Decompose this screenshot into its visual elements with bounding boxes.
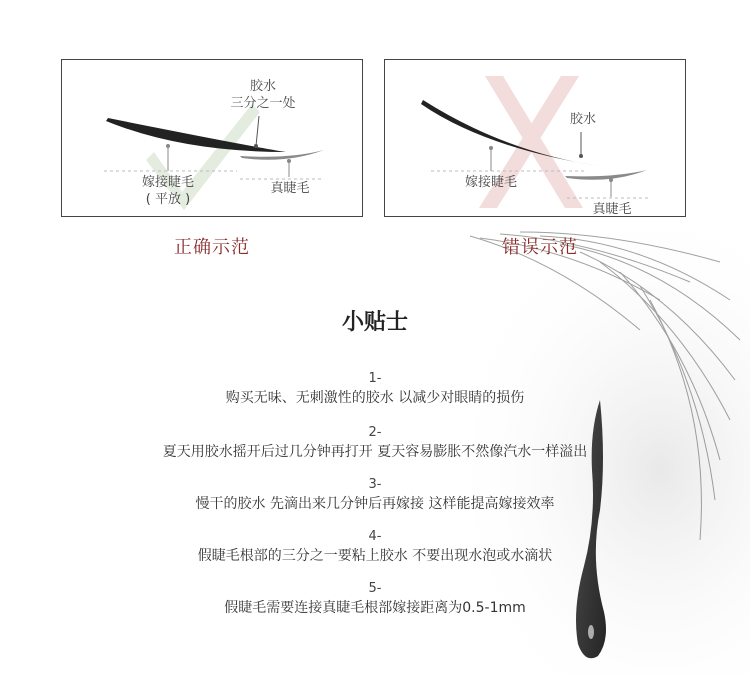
graft-lash [106, 118, 286, 152]
tip-item [0, 528, 750, 566]
glue-label: 胶水 [569, 112, 596, 127]
real-lash-label: 真睫毛 [592, 202, 632, 217]
tip-text: 购买无味、无刺激性的胶水 以减少对眼睛的损伤 [225, 390, 525, 406]
graft-lash-label: 嫁接睫毛 [464, 175, 517, 190]
tip-item [0, 580, 750, 618]
correct-example-panel [61, 59, 363, 217]
real-lash-label: 真睫毛 [270, 181, 310, 196]
tip-number: 1- [368, 371, 382, 386]
tip-text: 夏天用胶水摇开后过几分钟再打开 夏天容易膨胀不然像汽水一样溢出 [162, 444, 588, 460]
wrong-example-caption: 错误示范 [502, 237, 578, 258]
tip-item [0, 476, 750, 514]
graft-lash-label: 嫁接睫毛 ( 平放 ) [141, 175, 194, 207]
tip-text: 假睫毛需要连接真睫毛根部嫁接距离为0.5-1mm [224, 600, 526, 616]
glue-label: 胶水 三分之一处 [230, 79, 296, 111]
tip-text: 假睫毛根部的三分之一要粘上胶水 不要出现水泡或水滴状 [197, 548, 553, 564]
tip-item [0, 370, 750, 408]
tip-number: 3- [368, 477, 382, 492]
tip-number: 4- [368, 529, 382, 544]
tip-number: 5- [368, 581, 382, 596]
tip-number: 2- [368, 425, 382, 440]
tip-text: 慢干的胶水 先滴出来几分钟后再嫁接 这样能提高嫁接效率 [195, 496, 555, 512]
wrong-example-diagram [385, 60, 687, 218]
tips-title: 小贴士 [341, 310, 408, 335]
tip-item [0, 424, 750, 462]
wrong-example-panel [384, 59, 686, 217]
correct-example-caption: 正确示范 [174, 237, 250, 258]
